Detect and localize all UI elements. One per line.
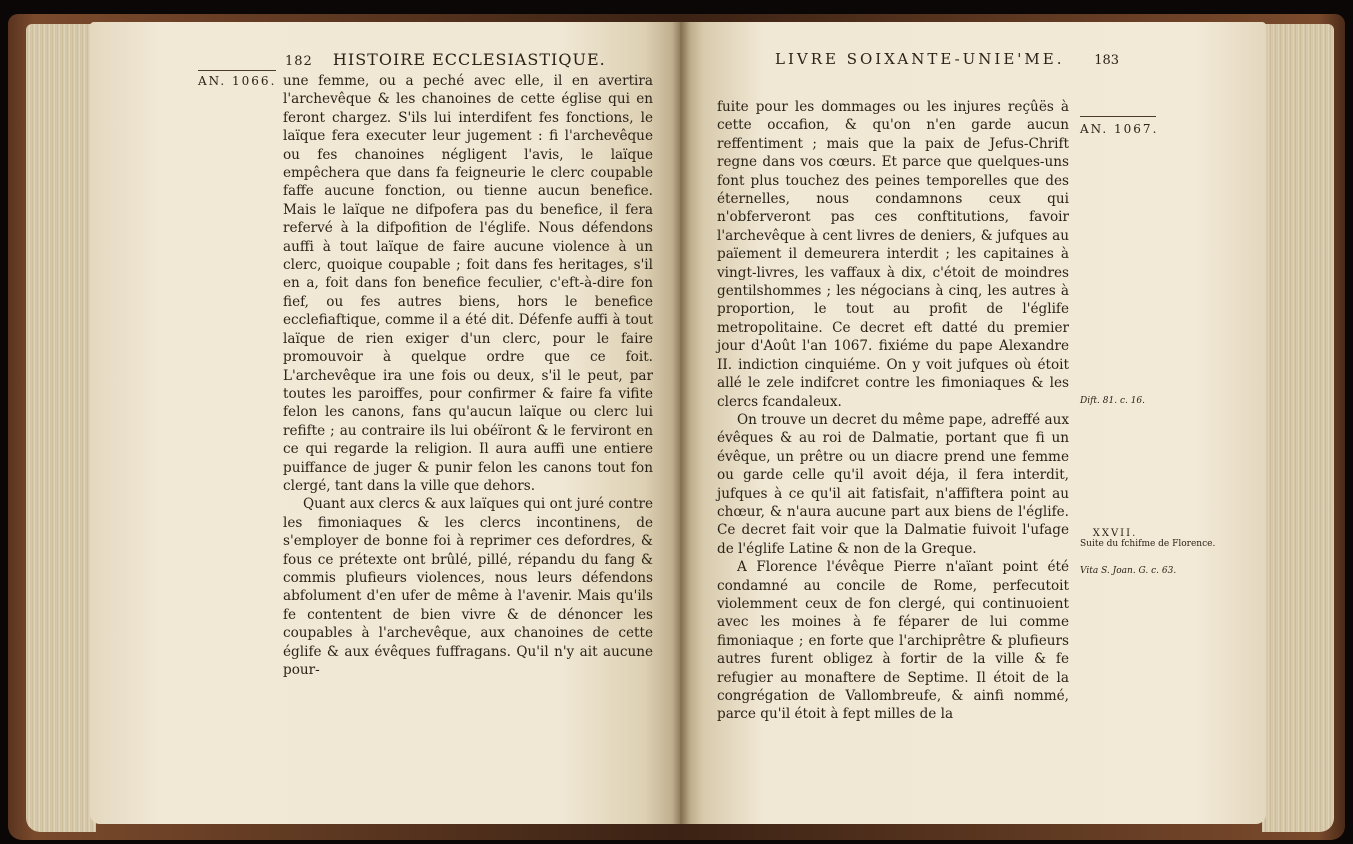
right-text-column: [717, 98, 1069, 724]
left-paragraph-2: Quant aux clercs & aux laïques qui ont juré contre les fimoniaques & les clercs incontinens, de s'employer de bonne foi à reprimer ces defordres, & fous ce prétexte ont brûlé, pillé, répandu du fang & commis plufieurs violences, nous leurs défendons abfolument d'en ufer de même à l'avenir. Mais qu'ils fe contentent de bien vivre & de dénoncer les coupables à l'archevêque, aux chanoines de cette églife & aux évêques fuffragans. Qu'il n'y ait aucune pour-: [283, 496, 653, 678]
left-page-number: 182: [285, 54, 313, 69]
page-edges-left: [26, 24, 96, 832]
margin-note-xxvii-number: XXVII.: [1092, 528, 1138, 539]
left-paragraph-1: une femme, ou a peché avec elle, il en avertira l'archevêque & les chanoines de cette église qui en feront chargez. S'ils lui interdifent fes fonctions, le laïque fera executer leur jugement : fi l'archevêque ou fes chanoines négligent l'avis, le laïque empêchera que dans fa feigneurie le clerc coupable faffe aucune fonction, ou tienne aucun benefice. Mais le laïque ne difpofera pas du benefice, il fera refervé à la difpofition de l'églife. Nous défendons auffi à tout laïque de faire aucune violence à un clerc, quoique coupable ; foit dans fes heritages, s'il en a, foit dans fon benefice feculier, c'eft-à-dire fon fief, ou fes autres biens, hors le benefice ecclefiaftique, comme il a été dit. Défenfe auffi à tout laïque de rien exiger d'un clerc, pour le faire promouvoir à quelque ordre que ce foit. L'archevêque ira une fois ou deux, s'il le peut, par toutes les paroiffes, pour confirmer & faire fa vifite felon les canons, fans qu'aucun laïque ou clerc lui refifte ; au contraire ils lui obéïront & le ferviront en ce qui regarde la religion. Il aura auffi une entiere puiffance de juger & punir felon les canons tout fon clergé, tant dans la ville que dehors.: [283, 73, 653, 494]
book-gutter: [672, 22, 690, 824]
left-running-head: [285, 50, 606, 69]
page-edges-right: [1262, 24, 1334, 832]
right-margin-year: AN. 1067.: [1080, 122, 1159, 136]
right-paragraph-2: On trouve un decret du même pape, adreffé aux évêques & au roi de Dalmatie, portant que fi un évêque, un prêtre ou un diacre prend une femme ou garde celle qu'il avoit déja, il fera interdit, jufques à ce qu'il ait fatisfait, n'affiftera point au chœur, & n'aura aucune part aux biens de l'églife. Ce decret fait voir que la Dalmatie fuivoit l'ufage de l'églife Latine & non de la Greque.: [717, 411, 1069, 557]
right-paragraph-3: A Florence l'évêque Pierre n'aïant point été condamné au concile de Rome, perfecutoit violemment ceux de fon clergé, qui continuoient avec les moines à fe féparer de lui comme fimoniaque ; en forte que l'archiprêtre & plufieurs autres furent obligez à fortir de la ville & fe refugier au monaftere de Septime. Il étoit de la congrégation de Vallombreufe, & ainfi nommé, parce qu'il étoit à fept milles de la: [717, 559, 1069, 723]
margin-note-xxvii: [1080, 528, 1216, 550]
margin-note-vita: Vita S. Joan. G. c. 63.: [1080, 566, 1177, 576]
right-margin-rule: [1080, 116, 1156, 117]
right-page-number: 183: [1094, 53, 1120, 68]
left-running-title: HISTOIRE ECCLESIASTIQUE.: [332, 50, 606, 69]
left-margin-rule: [198, 70, 276, 71]
margin-note-dist: Dift. 81. c. 16.: [1080, 396, 1146, 406]
left-text-column: [283, 72, 653, 679]
right-running-head: [775, 50, 1119, 68]
left-margin-year: AN. 1066.: [198, 74, 277, 88]
margin-note-xxvii-text: Suite du fchifme de Florence.: [1080, 539, 1216, 549]
right-running-title: LIVRE SOIXANTE-UNIE'ME.: [775, 50, 1065, 68]
right-paragraph-1: fuite pour les dommages ou les injures reçûës à cette occafion, & qu'on n'en garde aucun reffentiment ; mais que la paix de Jefus-Chrift regne dans vos cœurs. Et parce que quelques-uns font plus touchez des peines temporelles que des éternelles, nous condamnons ceux qui n'obferveront pas ces conftitutions, favoir l'archevêque à cent livres de deniers, & jufques au païement il demeurera interdit ; les capitaines à vingt-livres, les vaffaux à dix, c'étoit de moindres gentilshommes ; les négocians à cinq, les autres à proportion, le tout au profit de l'églife metropolitaine. Ce decret eft datté du premier jour d'Août l'an 1067. fixiéme du pape Alexandre II. indiction cinquiéme. On y voit jufques où étoit allé le zele indifcret contre les fimoniaques & les clercs fcandaleux.: [717, 99, 1069, 410]
